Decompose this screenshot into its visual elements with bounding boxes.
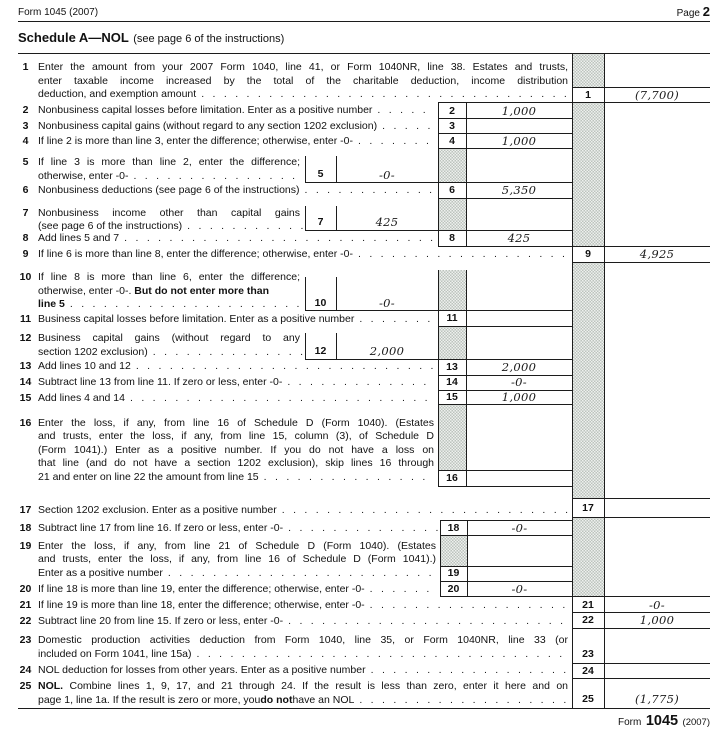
- line-24-number: 24: [19, 663, 32, 676]
- dotted-leader: [283, 616, 570, 628]
- line-9-text-segment: If line 6 is more than line 8, enter the difference; otherwise, enter -0-: [38, 248, 353, 260]
- line-9-text: [38, 249, 570, 261]
- entry-box-7-amount: 425: [375, 215, 399, 229]
- line-6-text-segment: Nonbusiness deductions (see page 6 of the instructions): [38, 183, 300, 196]
- line-21-number: 21: [19, 598, 32, 611]
- rule-horizontal: [440, 535, 572, 536]
- line-1-number: 1: [22, 61, 29, 73]
- line-16-number: 16: [19, 416, 32, 429]
- line-5-text: [38, 157, 300, 169]
- line-10-text: [38, 272, 300, 284]
- footer-form-label: Form: [618, 717, 642, 728]
- line-22-text-segment: Subtract line 20 from line 15. If zero or less, enter -0-: [38, 614, 284, 627]
- line-2-text: [38, 105, 434, 117]
- line-12-text: [38, 347, 303, 359]
- page-label: Page: [676, 8, 700, 19]
- line-7-text: [38, 208, 300, 220]
- line-10-text-segment: line 5: [38, 298, 65, 310]
- rule-horizontal: [572, 262, 710, 263]
- rule-horizontal: [572, 678, 710, 679]
- dotted-leader: [148, 347, 303, 359]
- line-1-text: [38, 76, 568, 88]
- shaded-cell: [573, 517, 604, 596]
- dotted-leader: [283, 523, 438, 535]
- entry-box-22-number: 22: [582, 613, 594, 626]
- line-3-text: [38, 121, 434, 133]
- line-2-text-segment: Nonbusiness capital losses before limitation. Enter as a positive number: [38, 104, 373, 116]
- entry-box-25-number: 25: [582, 692, 594, 705]
- line-12-text-segment: Business capital gains (without regard to any: [38, 332, 300, 344]
- dotted-leader: [353, 249, 570, 261]
- line-21-text-segment: If line 19 is more than line 18, enter the difference; otherwise, enter -0-: [38, 598, 365, 611]
- line-15-text-segment: Add lines 4 and 14: [38, 391, 125, 404]
- line-18-text-segment: Subtract line 17 from line 16. If zero or less, enter -0-: [38, 521, 284, 534]
- line-11-text: [38, 314, 434, 326]
- footer-form-reference: [618, 712, 710, 730]
- entry-box-6-amount: 5,350: [501, 182, 537, 197]
- line-1-text: [38, 89, 570, 101]
- line-17-text-segment: Section 1202 exclusion. Enter as a positive number: [38, 503, 277, 516]
- line-19-text: [38, 541, 436, 553]
- entry-box-11-number: 11: [446, 312, 458, 324]
- entry-box-16-number: 16: [446, 471, 458, 484]
- dotted-leader: [163, 568, 438, 580]
- dotted-leader: [366, 665, 570, 677]
- entry-box-20-amount: -0-: [511, 581, 528, 596]
- page-indicator: [677, 6, 710, 19]
- line-24-text: [38, 665, 570, 677]
- line-16-text: [38, 458, 434, 470]
- entry-box-7-number: 7: [317, 215, 324, 228]
- line-10-text-segment: But do not enter more than: [134, 284, 270, 297]
- line-23-text-segment: Domestic production activities deduction from Form 1040, line 35, or Form 1040NR, line 33 (or: [38, 634, 568, 646]
- line-8-text: [38, 233, 434, 245]
- entry-box-2-amount: 1,000: [501, 103, 537, 118]
- rule-horizontal: [438, 118, 572, 119]
- dotted-leader: [354, 695, 570, 707]
- shaded-cell: [438, 148, 466, 182]
- schedule-title-text: Schedule A—NOL: [18, 30, 129, 45]
- line-13-text-segment: Add lines 10 and 12: [38, 360, 131, 372]
- line-10-text-segment: otherwise, enter -0-.: [38, 284, 135, 297]
- line-25-text-segment: do not: [260, 693, 293, 706]
- entry-box-2-number: 2: [449, 104, 455, 117]
- rule-vertical: [466, 102, 467, 246]
- entry-box-3-number: 3: [449, 119, 455, 132]
- dotted-leader: [131, 361, 434, 373]
- entry-box-14-amount: -0-: [511, 374, 527, 389]
- line-16-text-segment: that line (and do not have a section 1202 exclusion), skip lines 16 through: [38, 457, 434, 469]
- line-19-text-segment: Enter the loss, if any, from line 21 of Schedule D (Form 1040). (Estates: [38, 539, 436, 552]
- line-20-text-segment: If line 18 is more than line 19, enter the difference; otherwise, enter -0-: [38, 583, 365, 595]
- shaded-cell: [438, 326, 466, 359]
- line-12-number: 12: [19, 332, 32, 344]
- line-1-text: [38, 62, 568, 74]
- rule-horizontal: [18, 21, 710, 22]
- rule-horizontal: [18, 53, 710, 54]
- line-3-text-segment: Nonbusiness capital gains (without regard to any section 1202 exclusion): [38, 119, 378, 132]
- line-8-number: 8: [22, 231, 29, 244]
- line-22-text: [38, 616, 570, 628]
- line-19-text-segment: Enter as a positive number: [38, 566, 163, 579]
- line-8-text-segment: Add lines 5 and 7: [38, 231, 120, 244]
- entry-box-19-number: 19: [447, 567, 460, 579]
- shaded-cell: [438, 270, 466, 310]
- line-23-text-segment: included on Form 1041, line 15a): [38, 647, 192, 660]
- line-11-number: 11: [19, 312, 32, 325]
- line-25-text: [38, 695, 570, 707]
- rule-horizontal: [572, 628, 710, 629]
- schedule-title: [18, 29, 284, 47]
- line-7-text-segment: (see page 6 of the instructions): [38, 220, 183, 232]
- entry-box-21-amount: -0-: [649, 597, 665, 612]
- rule-horizontal: [438, 148, 572, 149]
- line-10-text-segment: If line 8 is more than line 6, enter the difference;: [38, 271, 300, 283]
- rule-horizontal: [438, 102, 710, 103]
- line-19-text-segment: and trusts, enter the loss, if any, from line 16 of Schedule D (Form 1041).): [38, 553, 436, 565]
- line-16-text-segment: Enter the loss, if any, from line 16 of Schedule D (Form 1040). (Estates: [38, 416, 434, 429]
- line-18-text: [38, 523, 438, 535]
- rule-horizontal: [440, 596, 710, 597]
- line-23-number: 23: [19, 634, 32, 646]
- entry-box-5-amount: -0-: [379, 167, 395, 182]
- entry-box-5-number: 5: [317, 168, 324, 180]
- shaded-cell: [440, 535, 467, 566]
- dotted-leader: [300, 185, 435, 197]
- entry-box-25-amount: (1,775): [635, 691, 679, 706]
- line-14-number: 14: [19, 375, 32, 388]
- line-13-text: [38, 361, 434, 373]
- line-9-number: 9: [22, 248, 29, 260]
- line-1-text-segment: deduction, and exemption amount: [38, 88, 197, 100]
- shaded-cell: [438, 198, 466, 230]
- line-14-text-segment: Subtract line 13 from line 11. If zero or less, enter -0-: [38, 375, 283, 388]
- entry-box-18-amount: -0-: [511, 520, 528, 535]
- line-25-text: [38, 681, 568, 693]
- line-7-text-segment: Nonbusiness income other than capital gains: [38, 206, 300, 219]
- line-13-number: 13: [19, 360, 32, 372]
- entry-box-12-amount: 2,000: [369, 344, 405, 358]
- line-16-text-segment: and trusts, enter the loss, if any, from line 15, column (3), of Schedule D: [38, 430, 434, 442]
- line-4-text: [38, 136, 434, 148]
- entry-box-10-number: 10: [314, 296, 327, 309]
- line-20-number: 20: [19, 583, 32, 595]
- line-10-text: [38, 286, 300, 298]
- entry-box-12-number: 12: [314, 344, 327, 357]
- line-4-number: 4: [22, 134, 29, 147]
- entry-box-8-number: 8: [449, 231, 455, 244]
- line-15-number: 15: [19, 391, 32, 404]
- dotted-leader: [65, 299, 303, 311]
- shaded-cell: [573, 53, 604, 87]
- line-5-number: 5: [22, 156, 29, 168]
- line-19-text: [38, 568, 438, 580]
- line-6-number: 6: [22, 183, 29, 196]
- line-10-number: 10: [19, 271, 32, 283]
- entry-box-24-number: 24: [582, 664, 594, 677]
- line-7-text: [38, 221, 303, 233]
- entry-box-1-number: 1: [585, 88, 591, 101]
- entry-box-17-number: 17: [582, 502, 594, 514]
- entry-box-18-number: 18: [447, 521, 460, 534]
- page-number: 2: [702, 4, 710, 19]
- entry-box-13-number: 13: [446, 360, 458, 373]
- line-16-text: [38, 418, 434, 430]
- line-12-text: [38, 333, 300, 345]
- line-16-text-segment: 21 and enter on line 22 the amount from line 15: [38, 470, 259, 483]
- line-25-text-segment: page 1, line 1a. If the result is zero or more, you: [38, 693, 261, 706]
- shaded-cell: [573, 102, 604, 246]
- line-7-number: 7: [22, 206, 29, 219]
- shaded-cell: [438, 404, 466, 470]
- dotted-leader: [196, 89, 570, 101]
- dotted-leader: [372, 105, 434, 117]
- line-16-text: [38, 472, 434, 484]
- line-25-number: 25: [19, 680, 32, 692]
- line-14-text: [38, 377, 434, 389]
- rule-horizontal: [438, 198, 572, 199]
- line-5-text-segment: If line 3 is more than line 2, enter the difference;: [38, 156, 300, 168]
- line-22-number: 22: [19, 614, 32, 627]
- line-25-text-segment: NOL.: [38, 680, 64, 692]
- dotted-leader: [125, 393, 434, 405]
- line-25-text-segment: have an NOL: [292, 693, 355, 706]
- line-4-text-segment: If line 2 is more than line 3, enter the difference; otherwise, enter -0-: [38, 134, 353, 147]
- dotted-leader: [192, 649, 570, 661]
- line-19-number: 19: [19, 539, 32, 552]
- rule-horizontal: [572, 517, 710, 518]
- schedule-title-note: (see page 6 of the instructions): [133, 33, 285, 45]
- line-23-text: [38, 649, 570, 661]
- line-3-number: 3: [22, 119, 29, 132]
- dotted-leader: [259, 472, 434, 484]
- dotted-leader: [377, 121, 434, 133]
- dotted-leader: [282, 377, 434, 389]
- line-12-text-segment: section 1202 exclusion): [38, 345, 148, 358]
- entry-box-8-amount: 425: [507, 230, 531, 245]
- dotted-leader: [182, 221, 303, 233]
- entry-box-15-amount: 1,000: [501, 390, 537, 404]
- dotted-leader: [353, 136, 434, 148]
- line-24-text-segment: NOL deduction for losses from other years. Enter as a positive number: [38, 663, 366, 676]
- line-1-text-segment: Enter the amount from your 2007 Form 1040, line 41, or Form 1040NR, line 38. Estates and trusts,: [38, 61, 568, 73]
- rule-horizontal: [438, 326, 572, 327]
- line-20-text: [38, 584, 438, 596]
- rule-horizontal: [572, 498, 710, 499]
- line-2-number: 2: [22, 104, 29, 116]
- line-11-text-segment: Business capital losses before limitation. Enter as a positive number: [38, 312, 355, 325]
- line-17-text: [38, 505, 570, 517]
- line-18-number: 18: [19, 521, 32, 534]
- line-1-text-segment: enter taxable income increased by the total of the charitable deduction, income distribution: [38, 74, 568, 87]
- line-25-text-segment: Combine lines 1, 9, 17, and 21 through 24. If the result is less than zero, enter it here and on: [63, 680, 568, 692]
- dotted-leader: [354, 314, 434, 326]
- footer-form-year: (2007): [682, 717, 710, 728]
- line-21-text: [38, 600, 570, 612]
- entry-box-10-amount: -0-: [379, 296, 395, 310]
- rule-horizontal: [18, 708, 710, 709]
- entry-box-9-number: 9: [585, 248, 591, 260]
- dotted-leader: [119, 233, 434, 245]
- line-16-text-segment: (Form 1041).) Enter as a positive number. If you do not have a loss on: [38, 443, 434, 456]
- entry-box-14-number: 14: [446, 375, 458, 388]
- entry-box-4-amount: 1,000: [501, 133, 537, 148]
- entry-box-9-amount: 4,925: [639, 247, 675, 261]
- dotted-leader: [365, 584, 438, 596]
- entry-box-21-number: 21: [582, 598, 594, 611]
- line-23-text: [38, 635, 568, 647]
- line-16-text: [38, 431, 434, 443]
- entry-box-6-number: 6: [449, 183, 455, 196]
- entry-box-4-number: 4: [449, 134, 455, 147]
- dotted-leader: [277, 505, 570, 517]
- entry-box-20-number: 20: [447, 582, 460, 595]
- entry-box-23-number: 23: [582, 648, 594, 660]
- shaded-cell: [573, 262, 604, 498]
- rule-horizontal: [438, 404, 572, 405]
- entry-box-22-amount: 1,000: [639, 612, 675, 627]
- dotted-leader: [128, 171, 303, 183]
- entry-box-1-amount: (7,700): [635, 87, 679, 102]
- line-15-text: [38, 393, 434, 405]
- line-16-text: [38, 445, 434, 457]
- line-10-text: [38, 299, 303, 311]
- footer-form-number: 1045: [645, 713, 679, 729]
- line-19-text: [38, 554, 436, 566]
- entry-box-13-amount: 2,000: [501, 359, 537, 374]
- entry-box-15-number: 15: [446, 391, 458, 403]
- line-6-text: [38, 185, 434, 197]
- dotted-leader: [365, 600, 570, 612]
- form-reference: Form 1045 (2007): [18, 7, 99, 18]
- line-17-number: 17: [19, 503, 32, 516]
- line-5-text-segment: otherwise, enter -0-: [38, 169, 129, 182]
- rule-horizontal: [438, 486, 572, 487]
- line-5-text: [38, 171, 303, 183]
